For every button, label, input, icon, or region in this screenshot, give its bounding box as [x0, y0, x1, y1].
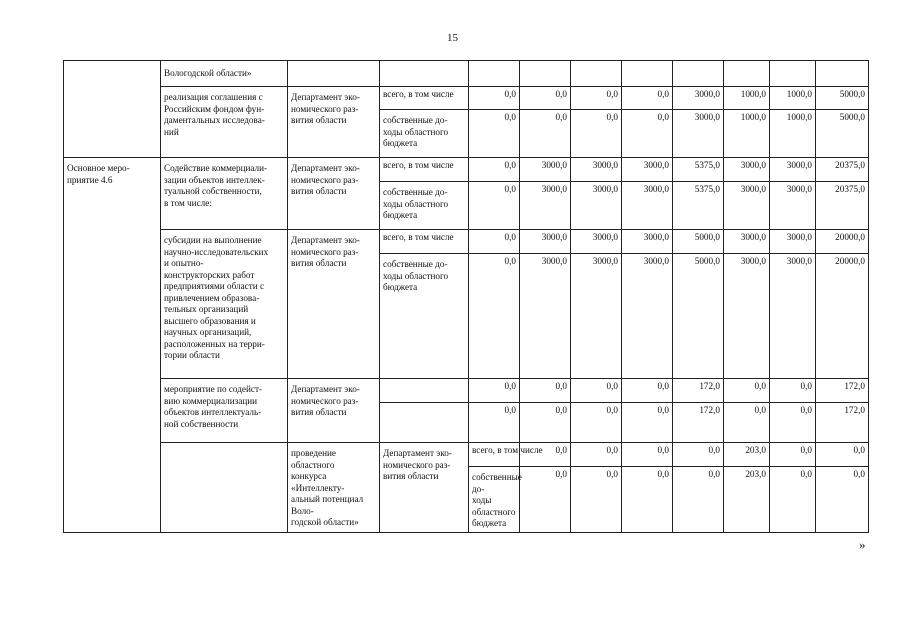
value-cell: 0,0	[724, 379, 770, 403]
value-cell: 3000,0	[724, 158, 770, 182]
value-cell: 3000,0	[622, 230, 673, 254]
table-cell	[64, 61, 161, 158]
funding-source: всего, в том числе	[380, 158, 469, 182]
closing-quote-mark: »	[859, 537, 866, 552]
value-cell: 0,0	[770, 467, 816, 533]
value-cell: 5000,0	[673, 254, 724, 379]
value-cell: 3000,0	[673, 110, 724, 158]
executor: Департамент эко- номического раз- вития области	[288, 158, 380, 230]
value-cell: 3000,0	[622, 182, 673, 230]
table-cell	[520, 61, 571, 87]
funding-source: собственные до- ходы областного бюджета	[380, 182, 469, 230]
value-cell: 0,0	[520, 443, 571, 467]
value-cell: 0,0	[622, 110, 673, 158]
funding-source: всего, в том числе	[469, 443, 520, 467]
table-cell	[622, 61, 673, 87]
value-cell: 3000,0	[724, 230, 770, 254]
funding-source: собственные до- ходы областного бюджета	[380, 254, 469, 379]
value-cell: 0,0	[469, 182, 520, 230]
value-cell: 0,0	[622, 443, 673, 467]
value-cell: 0,0	[571, 443, 622, 467]
value-cell: 3000,0	[770, 254, 816, 379]
value-cell: 3000,0	[571, 230, 622, 254]
value-cell: 0,0	[571, 379, 622, 403]
budget-table	[63, 60, 869, 533]
table-row	[64, 230, 869, 254]
value-cell: 172,0	[816, 403, 869, 443]
value-cell: 172,0	[816, 379, 869, 403]
table-row	[64, 61, 869, 87]
table-row	[64, 443, 869, 467]
value-cell: 0,0	[571, 87, 622, 110]
value-cell: 0,0	[816, 467, 869, 533]
table-cell	[469, 61, 520, 87]
value-cell: 20375,0	[816, 182, 869, 230]
value-cell: 0,0	[469, 158, 520, 182]
activity-label: Основное меро- приятие 4.6	[64, 158, 161, 533]
funding-source: всего, в том числе	[380, 230, 469, 254]
funding-source	[380, 379, 469, 403]
value-cell: 3000,0	[622, 254, 673, 379]
table-cell	[673, 61, 724, 87]
activity-name: мероприятие по содейст- вию коммерциализации объектов интеллектуаль- ной собственности	[161, 379, 288, 443]
executor: Департамент эко- номического раз- вития области	[288, 87, 380, 158]
value-cell: 203,0	[724, 467, 770, 533]
funding-source: собственные до- ходы областного бюджета	[469, 467, 520, 533]
value-cell: 3000,0	[571, 158, 622, 182]
value-cell: 0,0	[770, 379, 816, 403]
value-cell: 0,0	[571, 467, 622, 533]
value-cell: 172,0	[673, 379, 724, 403]
value-cell: 0,0	[724, 403, 770, 443]
value-cell: 3000,0	[673, 87, 724, 110]
value-cell: 20375,0	[816, 158, 869, 182]
table-cell	[816, 61, 869, 87]
table-row	[64, 87, 869, 110]
value-cell: 3000,0	[520, 158, 571, 182]
value-cell: 203,0	[724, 443, 770, 467]
value-cell: 0,0	[770, 443, 816, 467]
value-cell: 0,0	[520, 87, 571, 110]
value-cell: 1000,0	[770, 87, 816, 110]
page-number: 15	[447, 32, 458, 44]
value-cell: 20000,0	[816, 254, 869, 379]
table-cell: Вологодской области»	[161, 61, 288, 87]
value-cell: 1000,0	[770, 110, 816, 158]
value-cell: 5000,0	[673, 230, 724, 254]
funding-source	[380, 403, 469, 443]
value-cell: 0,0	[469, 379, 520, 403]
value-cell: 3000,0	[520, 182, 571, 230]
table-row	[64, 158, 869, 182]
value-cell: 0,0	[469, 403, 520, 443]
activity-name: субсидии на выполнение научно-исследовательских и опытно- конструкторских работ предприятиями области с привлечением образова- тельных организаций высшего образования и научных организаций, расположенных на терри- тории области	[161, 230, 288, 379]
value-cell: 3000,0	[571, 182, 622, 230]
value-cell: 1000,0	[724, 110, 770, 158]
value-cell: 0,0	[622, 467, 673, 533]
activity-name: реализация соглашения с Российским фондом фун- даментальных исследова- ний	[161, 87, 288, 158]
value-cell: 0,0	[622, 403, 673, 443]
table-row	[64, 379, 869, 403]
table-cell	[770, 61, 816, 87]
value-cell: 3000,0	[520, 230, 571, 254]
value-cell: 0,0	[520, 379, 571, 403]
value-cell: 3000,0	[571, 254, 622, 379]
value-cell: 0,0	[622, 87, 673, 110]
table-cell	[161, 443, 288, 533]
table-cell	[288, 61, 380, 87]
executor: Департамент эко- номического раз- вития области	[288, 379, 380, 443]
executor: Департамент эко- номического раз- вития области	[380, 443, 469, 533]
value-cell: 0,0	[571, 110, 622, 158]
value-cell: 0,0	[673, 443, 724, 467]
value-cell: 0,0	[469, 110, 520, 158]
value-cell: 0,0	[816, 443, 869, 467]
value-cell: 172,0	[673, 403, 724, 443]
value-cell: 0,0	[469, 230, 520, 254]
value-cell: 0,0	[520, 110, 571, 158]
value-cell: 0,0	[520, 467, 571, 533]
table-cell	[571, 61, 622, 87]
value-cell: 3000,0	[770, 182, 816, 230]
value-cell: 0,0	[673, 467, 724, 533]
funding-source: всего, в том числе	[380, 87, 469, 110]
value-cell: 3000,0	[622, 158, 673, 182]
value-cell: 5000,0	[816, 87, 869, 110]
value-cell: 20000,0	[816, 230, 869, 254]
value-cell: 3000,0	[724, 254, 770, 379]
executor: Департамент эко- номического раз- вития области	[288, 230, 380, 379]
value-cell: 5375,0	[673, 182, 724, 230]
activity-name: Содействие коммерциали- зации объектов интеллек- туальной собственности, в том числе:	[161, 158, 288, 230]
value-cell: 0,0	[469, 254, 520, 379]
value-cell: 5000,0	[816, 110, 869, 158]
value-cell: 3000,0	[770, 158, 816, 182]
value-cell: 0,0	[571, 403, 622, 443]
value-cell: 0,0	[770, 403, 816, 443]
value-cell: 5375,0	[673, 158, 724, 182]
value-cell: 3000,0	[520, 254, 571, 379]
table-cell	[724, 61, 770, 87]
activity-name: проведение областного конкурса «Интеллекту- альный потенциал Воло- годской области»	[288, 443, 380, 533]
funding-source: собственные до- ходы областного бюджета	[380, 110, 469, 158]
table-cell	[380, 61, 469, 87]
value-cell: 0,0	[520, 403, 571, 443]
value-cell: 1000,0	[724, 87, 770, 110]
value-cell: 0,0	[622, 379, 673, 403]
value-cell: 0,0	[469, 87, 520, 110]
value-cell: 3000,0	[770, 230, 816, 254]
value-cell: 3000,0	[724, 182, 770, 230]
